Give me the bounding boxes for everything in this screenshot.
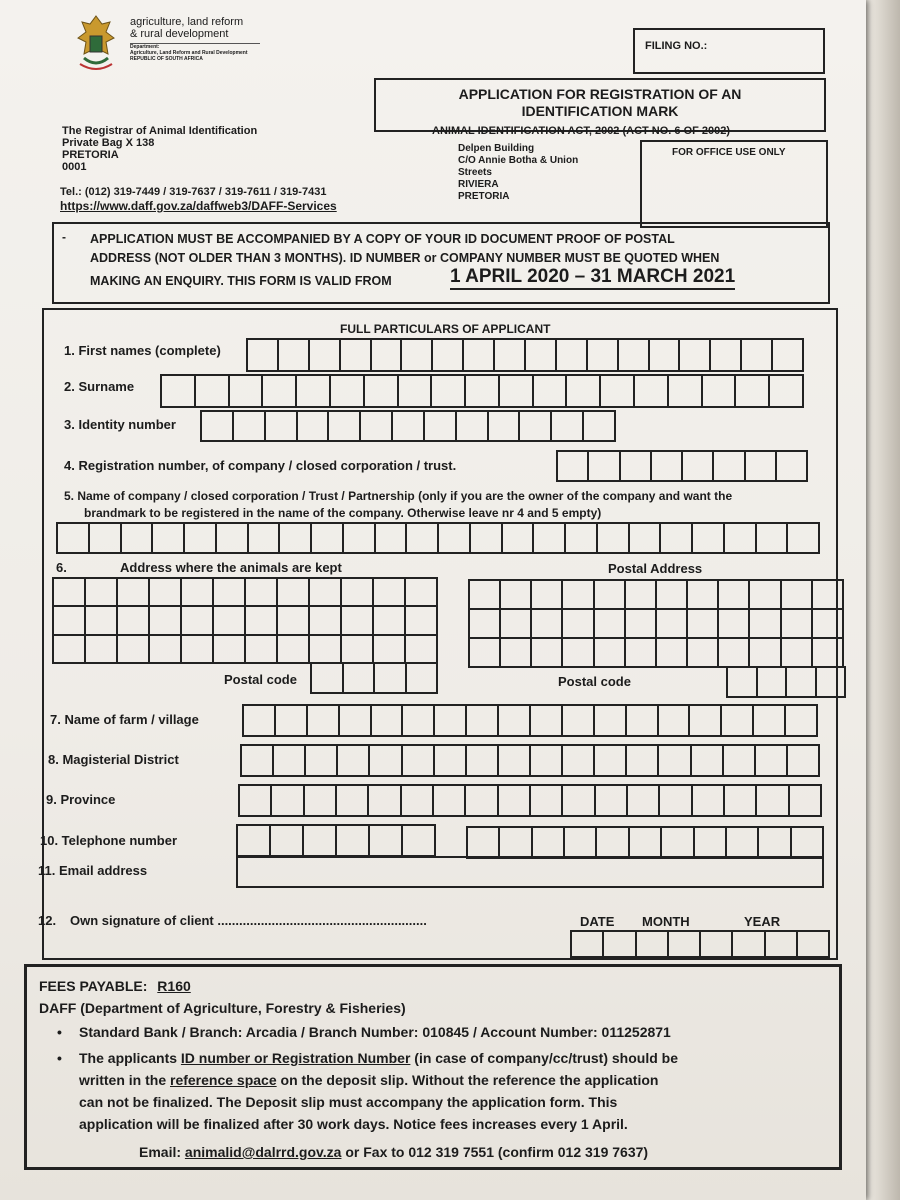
- ref-space-underlined: reference space: [170, 1072, 277, 1088]
- surname-input[interactable]: [160, 374, 804, 408]
- company-name-label: 5. Name of company / closed corporation / Trust / Partnership (only if you are the owner of the company and want the: [64, 489, 733, 503]
- office-use-label: FOR OFFICE USE ONLY: [672, 147, 786, 158]
- fees-amount: R160: [157, 978, 191, 994]
- act-reference: ANIMAL IDENTIFICATION ACT, 2002 (ACT NO. 6 OF 2002): [432, 125, 731, 137]
- fees-label: FEES PAYABLE:: [39, 978, 148, 994]
- form-title: [376, 86, 824, 120]
- form-title-line: IDENTIFICATION MARK: [521, 103, 679, 119]
- province-label: 9. Province: [46, 792, 116, 807]
- building-address: [458, 143, 578, 203]
- email-contact-label: Email:: [139, 1144, 185, 1160]
- fees-line: [39, 975, 191, 997]
- ref-id-underlined: ID number or Registration Number: [180, 1050, 411, 1066]
- email-input[interactable]: [236, 856, 824, 888]
- department-name: [130, 16, 260, 62]
- telephone-label: 10. Telephone number: [40, 833, 178, 848]
- province-input[interactable]: [238, 784, 822, 817]
- month-label: MONTH: [642, 914, 690, 929]
- ref-text: application will be finalized after 30 work days. Notice fees increases every 1 April.: [79, 1116, 628, 1132]
- dept-line: & rural development: [130, 28, 229, 40]
- magisterial-district-label: 8. Magisterial District: [48, 752, 179, 767]
- date-input[interactable]: [570, 930, 830, 958]
- daff-website-link[interactable]: https://www.daff.gov.za/daffweb3/DAFF-Services: [60, 199, 337, 213]
- coat-of-arms-icon: [72, 12, 120, 74]
- filing-no-box[interactable]: [633, 28, 825, 74]
- notice-line: ADDRESS (NOT OLDER THAN 3 MONTHS). ID NUMBER or COMPANY NUMBER MUST BE QUOTED WHEN: [90, 251, 720, 265]
- postal-postal-code-input[interactable]: [726, 666, 846, 698]
- bank-details-text: Standard Bank / Branch: Arcadia / Branch Number: 010845 / Account Number: 011252871: [79, 1024, 671, 1040]
- field-6-number: 6.: [56, 560, 67, 575]
- animals-address-input[interactable]: [52, 577, 438, 664]
- postal-code-label: Postal code: [224, 672, 297, 687]
- company-name-label-2: brandmark to be registered in the name of the company. Otherwise leave nr 4 and 5 empty): [84, 506, 602, 520]
- building-line: Streets: [458, 167, 492, 178]
- office-use-box: [640, 140, 828, 228]
- animals-postal-code-input[interactable]: [310, 662, 438, 694]
- registrar-address: [62, 125, 257, 173]
- ref-text: can not be finalized. The Deposit slip must accompany the application form. This: [79, 1094, 618, 1110]
- bank-details: [49, 1021, 678, 1043]
- dept-small-line: REPUBLIC OF SOUTH AFRICA: [130, 56, 203, 62]
- form-title-box: [374, 78, 826, 132]
- telephone-number-input[interactable]: [466, 826, 824, 859]
- identity-number-label: 3. Identity number: [64, 417, 176, 432]
- ref-text: (in case of company/cc/trust) should be: [410, 1050, 678, 1066]
- postal-address-label: Postal Address: [608, 561, 703, 576]
- daff-line: DAFF (Department of Agriculture, Forestry & Fisheries): [39, 1000, 406, 1016]
- registrar-line: 0001: [62, 161, 87, 173]
- identity-number-input[interactable]: [200, 410, 616, 442]
- magisterial-district-input[interactable]: [240, 744, 820, 777]
- ref-text: written in the: [79, 1072, 170, 1088]
- notice-dash: -: [62, 230, 66, 244]
- postal-address-input[interactable]: [468, 579, 844, 668]
- reference-instructions: [49, 1047, 678, 1135]
- notice-box: [52, 222, 830, 304]
- dept-line: agriculture, land reform: [130, 16, 244, 28]
- first-names-input[interactable]: [246, 338, 804, 372]
- postal-code-label: Postal code: [558, 674, 631, 689]
- filing-no-label: FILING NO.:: [645, 40, 708, 52]
- ref-text: on the deposit slip. Without the reference the application: [276, 1072, 659, 1088]
- building-line: Delpen Building: [458, 143, 535, 154]
- form-title-line: APPLICATION FOR REGISTRATION OF AN: [458, 86, 742, 102]
- farm-name-label: 7. Name of farm / village: [50, 712, 199, 727]
- notice-line: MAKING AN ENQUIRY. THIS FORM IS VALID FROM: [90, 274, 392, 288]
- dept-small-line: Department:: [130, 44, 160, 50]
- registrar-line: The Registrar of Animal Identification: [62, 125, 258, 137]
- telephone-code-input[interactable]: [236, 824, 436, 857]
- fax-text: or Fax to 012 319 7551 (confirm 012 319 7637): [341, 1144, 649, 1160]
- signature-line[interactable]: Own signature of client ..........................................................: [70, 913, 427, 928]
- registration-number-label: 4. Registration number, of company / closed corporation / trust.: [64, 458, 457, 473]
- payment-instructions: [49, 1021, 678, 1135]
- notice-line: APPLICATION MUST BE ACCOMPANIED BY A COPY OF YOUR ID DOCUMENT PROOF OF POSTAL: [90, 232, 675, 246]
- building-line: PRETORIA: [458, 191, 510, 202]
- validity-period: 1 APRIL 2020 – 31 MARCH 2021: [450, 266, 735, 290]
- farm-name-input[interactable]: [242, 704, 818, 737]
- first-names-label: 1. First names (complete): [64, 343, 221, 358]
- ref-text: The applicants: [79, 1050, 181, 1066]
- email-link[interactable]: animalid@dalrrd.gov.za: [184, 1144, 342, 1160]
- building-line: C/O Annie Botha & Union: [458, 155, 579, 166]
- registrar-line: Private Bag X 138: [62, 137, 155, 149]
- year-label: YEAR: [744, 914, 781, 929]
- animals-address-label: Address where the animals are kept: [120, 560, 342, 575]
- signature-number: 12.: [38, 913, 57, 928]
- section-title: FULL PARTICULARS OF APPLICANT: [340, 322, 551, 336]
- building-line: RIVIERA: [458, 179, 499, 190]
- dept-small-line: Agriculture, Land Reform and Rural Development: [130, 50, 248, 56]
- email-label: 11. Email address: [38, 863, 148, 878]
- fees-box: [24, 964, 842, 1170]
- company-name-input[interactable]: [56, 522, 820, 554]
- date-label: DATE: [580, 914, 615, 929]
- telephone-numbers: Tel.: (012) 319-7449 / 319-7637 / 319-7611 / 319-7431: [60, 186, 327, 198]
- surname-label: 2. Surname: [64, 379, 135, 394]
- contact-line: [139, 1141, 648, 1163]
- registrar-line: PRETORIA: [62, 149, 119, 161]
- registration-number-input[interactable]: [556, 450, 808, 482]
